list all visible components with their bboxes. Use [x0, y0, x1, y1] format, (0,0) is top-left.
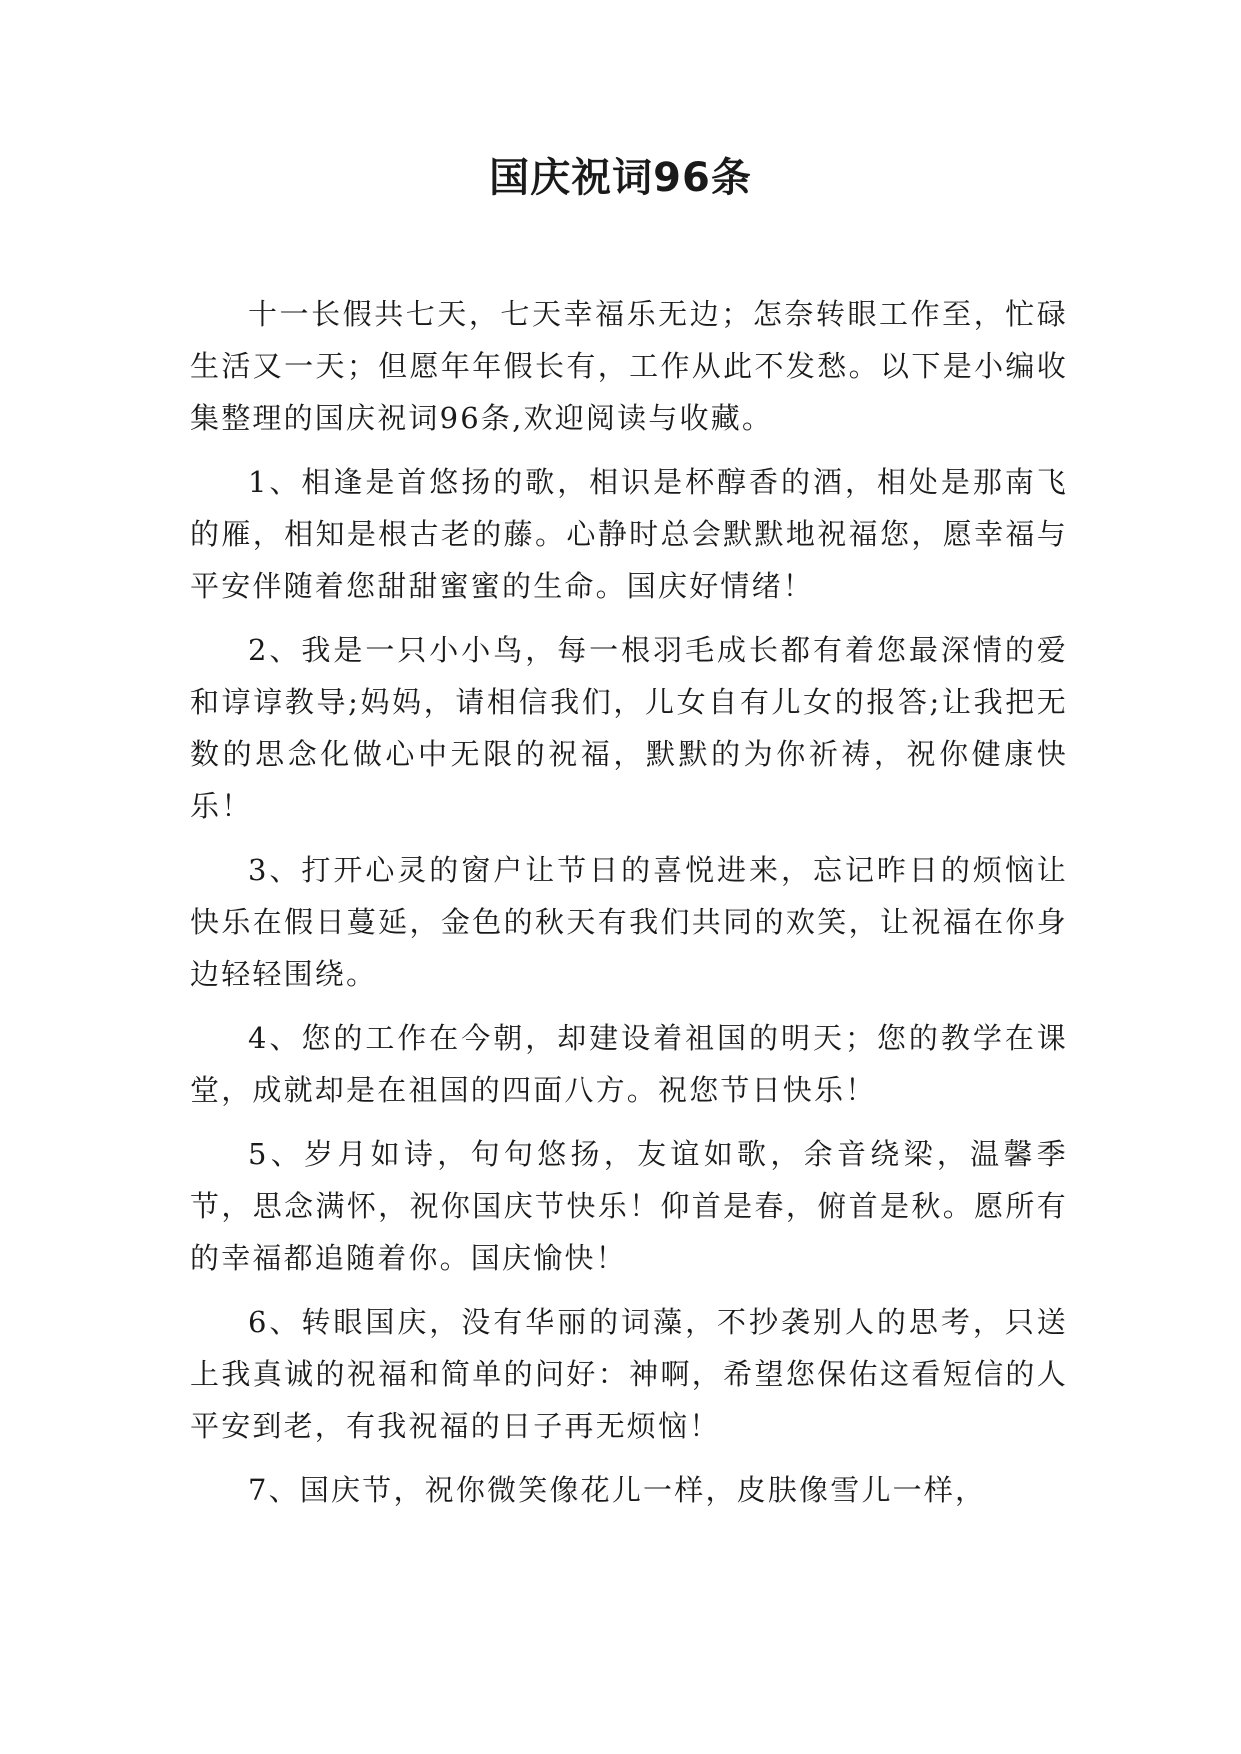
greeting-paragraph-7: 7、国庆节，祝你微笑像花儿一样，皮肤像雪儿一样，: [248, 1473, 987, 1507]
greeting-paragraph-4: 4、您的工作在今朝，却建设着祖国的明天；您的教学在课堂，成就却是在祖国的四面八方。祝您节日快乐！: [190, 1021, 1068, 1107]
greeting-paragraph-2: 2、我是一只小小鸟，每一根羽毛成长都有着您最深情的爱和谆谆教导;妈妈，请相信我们，儿女自有儿女的报答;让我把无数的思念化做心中无限的祝福，默默的为你祈祷，祝你健康快乐！: [190, 633, 1068, 823]
greeting-paragraph-1: 1、相逢是首悠扬的歌，相识是杯醇香的酒，相处是那南飞的雁，相知是根古老的藤。心静时总会默默地祝福您，愿幸福与平安伴随着您甜甜蜜蜜的生命。国庆好情绪！: [190, 465, 1068, 603]
document-title: 国庆祝词96条: [489, 155, 752, 201]
greeting-paragraph-5: 5、岁月如诗，句句悠扬，友谊如歌，余音绕梁，温馨季节，思念满怀，祝你国庆节快乐！仰首是春，俯首是秋。愿所有的幸福都追随着你。国庆愉快！: [190, 1137, 1068, 1275]
intro-paragraph: 十一长假共七天，七天幸福乐无边；怎奈转眼工作至，忙碌生活又一天；但愿年年假长有，工作从此不发愁。以下是小编收集整理的国庆祝词96条,欢迎阅读与收藏。: [190, 297, 1068, 435]
greeting-paragraph-3: 3、打开心灵的窗户让节日的喜悦进来，忘记昨日的烦恼让快乐在假日蔓延，金色的秋天有我们共同的欢笑，让祝福在你身边轻轻围绕。: [190, 853, 1068, 991]
document-body: [190, 288, 1068, 1528]
greeting-paragraph-6: 6、转眼国庆，没有华丽的词藻，不抄袭别人的思考，只送上我真诚的祝福和简单的问好：神啊，希望您保佑这看短信的人平安到老，有我祝福的日子再无烦恼！: [190, 1305, 1068, 1443]
